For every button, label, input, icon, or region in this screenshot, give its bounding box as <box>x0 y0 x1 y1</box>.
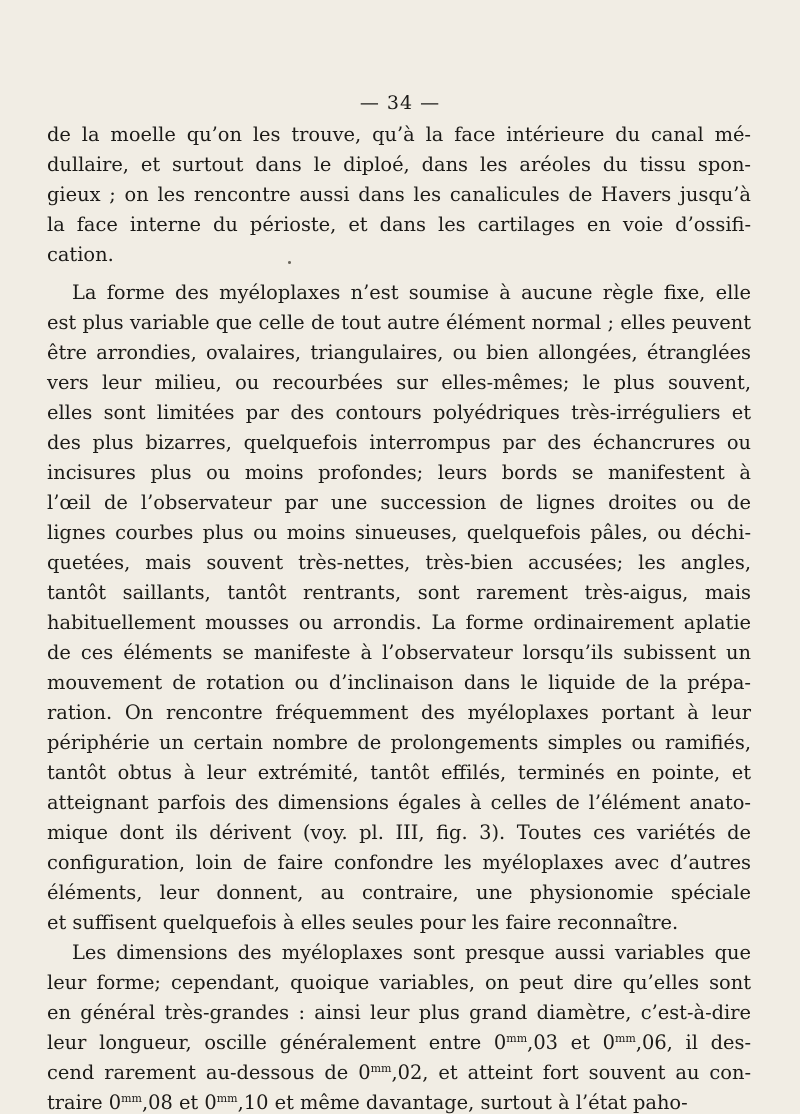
text-line: vers leur milieu, ou recourbées sur elles-mêmes; le plus souvent, <box>47 371 751 394</box>
text-run: cend rarement au-dessous de 0 <box>47 1061 371 1084</box>
text-line: de la moelle qu’on les trouve, qu’à la face intérieure du canal mé- <box>47 123 751 146</box>
text-line: leur forme; cependant, quoique variables, on peut dire qu’elles sont <box>47 971 751 994</box>
text-run: ,03 et 0 <box>527 1031 615 1054</box>
text-run: leur longueur, oscille généralement entre 0 <box>47 1031 507 1054</box>
text-run: ,08 et 0 <box>141 1091 217 1114</box>
text-line: périphérie un certain nombre de prolongements simples ou ramifiés, <box>47 731 751 754</box>
text-line <box>47 1058 751 1088</box>
text-line: être arrondies, ovalaires, triangulaires, ou bien allongées, étranglées <box>47 341 751 364</box>
text-line: des plus bizarres, quelquefois interrompus par des échancrures ou <box>47 431 751 454</box>
text-line: quetées, mais souvent très-nettes, très-bien accusées; les angles, <box>47 551 751 574</box>
text-line: incisures plus ou moins profondes; leurs bords se manifestent à <box>47 461 751 484</box>
text-line: est plus variable que celle de tout autre élément normal ; elles peuvent <box>47 311 751 334</box>
text-line <box>47 1088 751 1114</box>
text-line: dullaire, et surtout dans le diploé, dans les aréoles du tissu spon- <box>47 153 751 176</box>
unit-superscript: mm <box>614 1032 636 1045</box>
ink-speck <box>288 261 291 264</box>
text-line: tantôt obtus à leur extrémité, tantôt effilés, terminés en pointe, et <box>47 761 751 784</box>
text-line: cation. <box>47 243 114 266</box>
text-line <box>47 1028 751 1058</box>
text-line: gieux ; on les rencontre aussi dans les canalicules de Havers jusqu’à <box>47 183 751 206</box>
text-line: éléments, leur donnent, au contraire, une physionomie spéciale <box>47 881 751 904</box>
unit-superscript: mm <box>216 1092 238 1105</box>
text-run: ,02, et atteint fort souvent au con- <box>391 1061 752 1084</box>
text-line: tantôt saillants, tantôt rentrants, sont rarement très-aigus, mais <box>47 581 751 604</box>
text-run: ,06, il des- <box>635 1031 751 1054</box>
text-run: ,10 et même davantage, surtout à l’état paho- <box>237 1091 688 1114</box>
text-line: et suffisent quelquefois à elles seules pour les faire reconnaître. <box>47 911 679 934</box>
unit-superscript: mm <box>370 1062 392 1075</box>
text-line: l’œil de l’observateur par une succession de lignes droites ou de <box>47 491 751 514</box>
unit-superscript: mm <box>121 1092 142 1105</box>
text-line: habituellement mousses ou arrondis. La forme ordinairement aplatie <box>47 611 751 634</box>
text-line: atteignant parfois des dimensions égales à celles de l’élément anato- <box>47 791 751 814</box>
unit-superscript: mm <box>506 1032 528 1045</box>
text-line: configuration, loin de faire confondre les myéloplaxes avec d’autres <box>47 851 751 874</box>
text-line: mique dont ils dérivent (voy. pl. III, fig. 3). Toutes ces variétés de <box>47 821 751 844</box>
text-run: traire 0 <box>47 1091 122 1114</box>
text-line: en général très-grandes : ainsi leur plus grand diamètre, c’est-à-dire <box>47 1001 751 1024</box>
text-line: mouvement de rotation ou d’inclinaison dans le liquide de la prépa- <box>47 671 751 694</box>
text-line: elles sont limitées par des contours polyédriques très-irréguliers et <box>47 401 751 424</box>
text-line: la face interne du périoste, et dans les cartilages en voie d’ossifi- <box>47 213 751 236</box>
text-line: ration. On rencontre fréquemment des myéloplaxes portant à leur <box>47 701 751 724</box>
paragraph-start-line: Les dimensions des myéloplaxes sont presque aussi variables que <box>72 941 751 964</box>
text-line: de ces éléments se manifeste à l’observateur lorsqu’ils subissent un <box>47 641 751 664</box>
text-line: lignes courbes plus ou moins sinueuses, quelquefois pâles, ou déchi- <box>47 521 751 544</box>
paragraph-start-line: La forme des myéloplaxes n’est soumise à aucune règle fixe, elle <box>72 281 751 304</box>
page-number: — 34 — <box>359 92 441 114</box>
